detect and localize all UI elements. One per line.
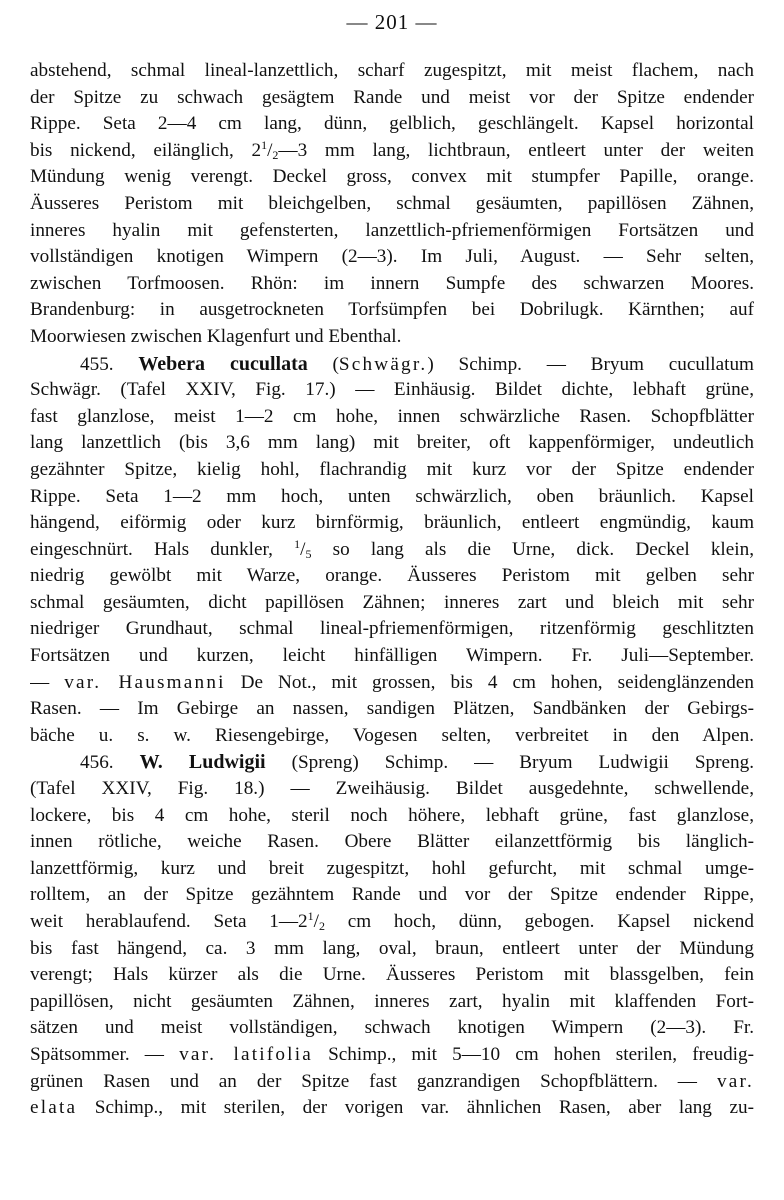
text-segment: — — [30, 671, 65, 693]
text-segment: ( — [307, 353, 339, 375]
text-segment: zwischen Torfmoosen. Rhön: im innern Sumpfe des schwarzen Moores. — [30, 272, 754, 294]
text-line — [30, 510, 754, 537]
text-line — [30, 643, 754, 670]
text-line — [30, 324, 754, 351]
text-segment: 2 — [272, 147, 279, 162]
text-segment: var. — [716, 1070, 754, 1092]
text-segment: 455. — [80, 353, 139, 375]
text-line — [30, 377, 754, 404]
text-line — [30, 111, 754, 138]
text-segment: fast glanzlose, meist 1—2 cm hohe, innen schwärzliche Rasen. Schopfblätter — [30, 405, 754, 427]
text-segment: / — [300, 538, 306, 560]
text-segment: weit herablaufend. Seta 1—2 — [30, 911, 308, 932]
species-name: Webera cucullata — [138, 352, 308, 375]
text-segment: gezähnter Spitze, kielig hohl, flachrandig mit kurz vor der Spitze endender — [30, 458, 754, 480]
text-segment: Schwägr. — [338, 353, 428, 375]
text-segment: —3 mm lang, lichtbraun, entleert unter der weiten — [278, 139, 754, 161]
text-segment: Fortsätzen und kurzen, leicht hinfälligen Wimpern. Fr. Juli—September. — [30, 645, 754, 667]
text-segment: rolltem, an der Spitze gezähntem Rande und vor der Spitze endender Rippe, — [30, 884, 754, 906]
text-segment: innen rötliche, weiche Rasen. Obere Blätter eilanzettförmig bis länglich- — [30, 831, 754, 853]
text-segment: Schimp., mit sterilen, der vorigen var. ähnlichen Rasen, aber lang zu- — [77, 1097, 754, 1119]
page-number: — 201 — — [346, 10, 438, 34]
text-line — [30, 590, 754, 617]
text-line — [30, 138, 754, 165]
text-line — [30, 696, 754, 723]
text-line — [30, 909, 754, 936]
text-segment: vollständigen knotigen Wimpern (2—3). Im Juli, August. — Sehr selten, — [30, 246, 754, 268]
text-line — [30, 430, 754, 457]
text-segment: 1 — [307, 909, 314, 923]
text-segment: 2 — [318, 919, 325, 933]
text-segment: Äusseres Peristom mit bleichgelben, schmal gesäumten, papillösen Zähnen, — [30, 192, 754, 214]
text-line — [30, 856, 754, 883]
text-line — [30, 616, 754, 643]
text-line — [30, 271, 754, 298]
text-line — [30, 58, 754, 85]
text-segment: niedrig gewölbt mit Warze, orange. Äusseres Peristom mit gelben sehr — [30, 565, 754, 587]
text-segment: eingeschnürt. Hals dunkler, — [30, 538, 295, 560]
text-segment: Rasen. — Im Gebirge an nassen, sandigen Plätzen, Sandbänken der Gebirgs- — [30, 698, 754, 720]
text-segment: lanzettförmig, kurz und breit zugespitzt, hohl gefurcht, mit schmal umge- — [30, 857, 754, 879]
text-line — [30, 164, 754, 191]
text-segment: ) Schimp. — Bryum cucullatum — [427, 353, 754, 375]
text-line — [30, 962, 754, 989]
text-segment: (Tafel XXIV, Fig. 18.) — Zweihäusig. Bildet ausgedehnte, schwellende, — [30, 778, 754, 800]
text-segment: bis fast hängend, ca. 3 mm lang, oval, braun, entleert unter der Mündung — [30, 937, 754, 959]
text-line — [30, 1042, 754, 1069]
text-segment: bis nickend, eilänglich, 2 — [30, 139, 262, 161]
text-segment: Rippe. Seta 2—4 cm lang, dünn, gelblich, geschlängelt. Kapsel horizontal — [30, 113, 754, 135]
text-segment: Brandenburg: in ausgetrockneten Torfsümpfen bei Dobrilugk. Kärnthen; auf — [30, 299, 754, 321]
text-line — [30, 936, 754, 963]
text-segment: De Not., mit grossen, bis 4 cm hohen, seidenglänzenden — [225, 671, 754, 693]
text-segment: 1 — [261, 137, 268, 152]
text-segment: niedriger Grundhaut, schmal lineal-pfriemenförmigen, ritzenförmig geschlitzten — [30, 618, 754, 640]
text-segment: var. latifolia — [179, 1043, 313, 1065]
body-text — [30, 58, 754, 1122]
text-segment: bäche u. s. w. Riesengebirge, Vogesen selten, verbreitet in den Alpen. — [30, 724, 754, 746]
text-line — [30, 537, 754, 564]
text-segment: papillösen, nicht gesäumten Zähnen, inneres zart, hyalin mit klaffenden Fort- — [30, 990, 754, 1012]
text-segment: Schwägr. (Tafel XXIV, Fig. 17.) — Einhäusig. Bildet dichte, lebhaft grüne, — [30, 379, 754, 401]
text-segment: Spätsommer. — — [30, 1043, 180, 1065]
text-line — [30, 1015, 754, 1042]
text-line — [30, 670, 754, 697]
text-segment: (Spreng) Schimp. — Bryum Ludwigii Spreng. — [265, 752, 754, 774]
text-segment: inneres hyalin mit gefensterten, lanzettlich-pfriemenförmigen Fortsätzen und — [30, 219, 754, 241]
text-segment: so lang als die Urne, dick. Deckel klein, — [311, 538, 754, 560]
text-segment: / — [313, 911, 319, 932]
text-line — [30, 723, 754, 750]
text-segment: verengt; Hals kürzer als die Urne. Äusseres Peristom mit blassgelben, fein — [30, 964, 754, 986]
text-line — [30, 85, 754, 112]
text-segment: 1 — [294, 536, 301, 551]
text-line — [30, 829, 754, 856]
text-line — [30, 776, 754, 803]
text-segment: Schimp., mit 5—10 cm hohen sterilen, freudig- — [312, 1043, 754, 1065]
text-line — [30, 244, 754, 271]
text-segment: schmal gesäumten, dicht papillösen Zähnen; inneres zart und bleich mit sehr — [30, 591, 754, 613]
text-segment: sätzen und meist vollständigen, schwach knotigen Wimpern (2—3). Fr. — [30, 1017, 754, 1039]
text-segment: lang lanzettlich (bis 3,6 mm lang) mit breiter, oft kappenförmiger, undeutlich — [30, 432, 754, 454]
text-segment: / — [267, 139, 273, 161]
text-line — [30, 1095, 754, 1122]
text-segment: grünen Rasen und an der Spitze fast ganzrandigen Schopfblättern. — — [30, 1070, 717, 1092]
text-line — [30, 749, 754, 776]
text-segment: abstehend, schmal lineal-lanzettlich, scharf zugespitzt, mit meist flachem, nach — [30, 60, 754, 81]
text-line — [30, 218, 754, 245]
text-line — [30, 989, 754, 1016]
text-line — [30, 404, 754, 431]
text-line — [30, 351, 754, 378]
text-line — [30, 297, 754, 324]
text-segment: Moorwiesen zwischen Klagenfurt und Ebenthal. — [30, 325, 402, 347]
text-line — [30, 457, 754, 484]
text-segment: 456. — [80, 752, 140, 774]
text-line — [30, 191, 754, 218]
text-line — [30, 563, 754, 590]
text-segment: der Spitze zu schwach gesägtem Rande und meist vor der Spitze endender — [30, 86, 754, 108]
text-segment: 5 — [305, 546, 312, 561]
text-line — [30, 1069, 754, 1096]
text-line — [30, 803, 754, 830]
text-line — [30, 882, 754, 909]
text-segment: Rippe. Seta 1—2 mm hoch, unten schwärzlich, oben bräunlich. Kapsel — [30, 485, 754, 507]
text-line — [30, 484, 754, 511]
species-name: W. Ludwigii — [139, 751, 266, 774]
text-segment: var. Hausmanni — [64, 671, 226, 693]
text-segment: cm hoch, dünn, gebogen. Kapsel nickend — [324, 911, 754, 932]
text-segment: elata — [30, 1097, 78, 1119]
text-segment: lockere, bis 4 cm hohe, steril noch höhere, lebhaft grüne, fast glanzlose, — [30, 804, 754, 826]
text-segment: Mündung wenig verengt. Deckel gross, convex mit stumpfer Papille, orange. — [30, 166, 754, 188]
text-segment: hängend, eiförmig oder kurz birnförmig, bräunlich, entleert engmündig, kaum — [30, 512, 754, 534]
